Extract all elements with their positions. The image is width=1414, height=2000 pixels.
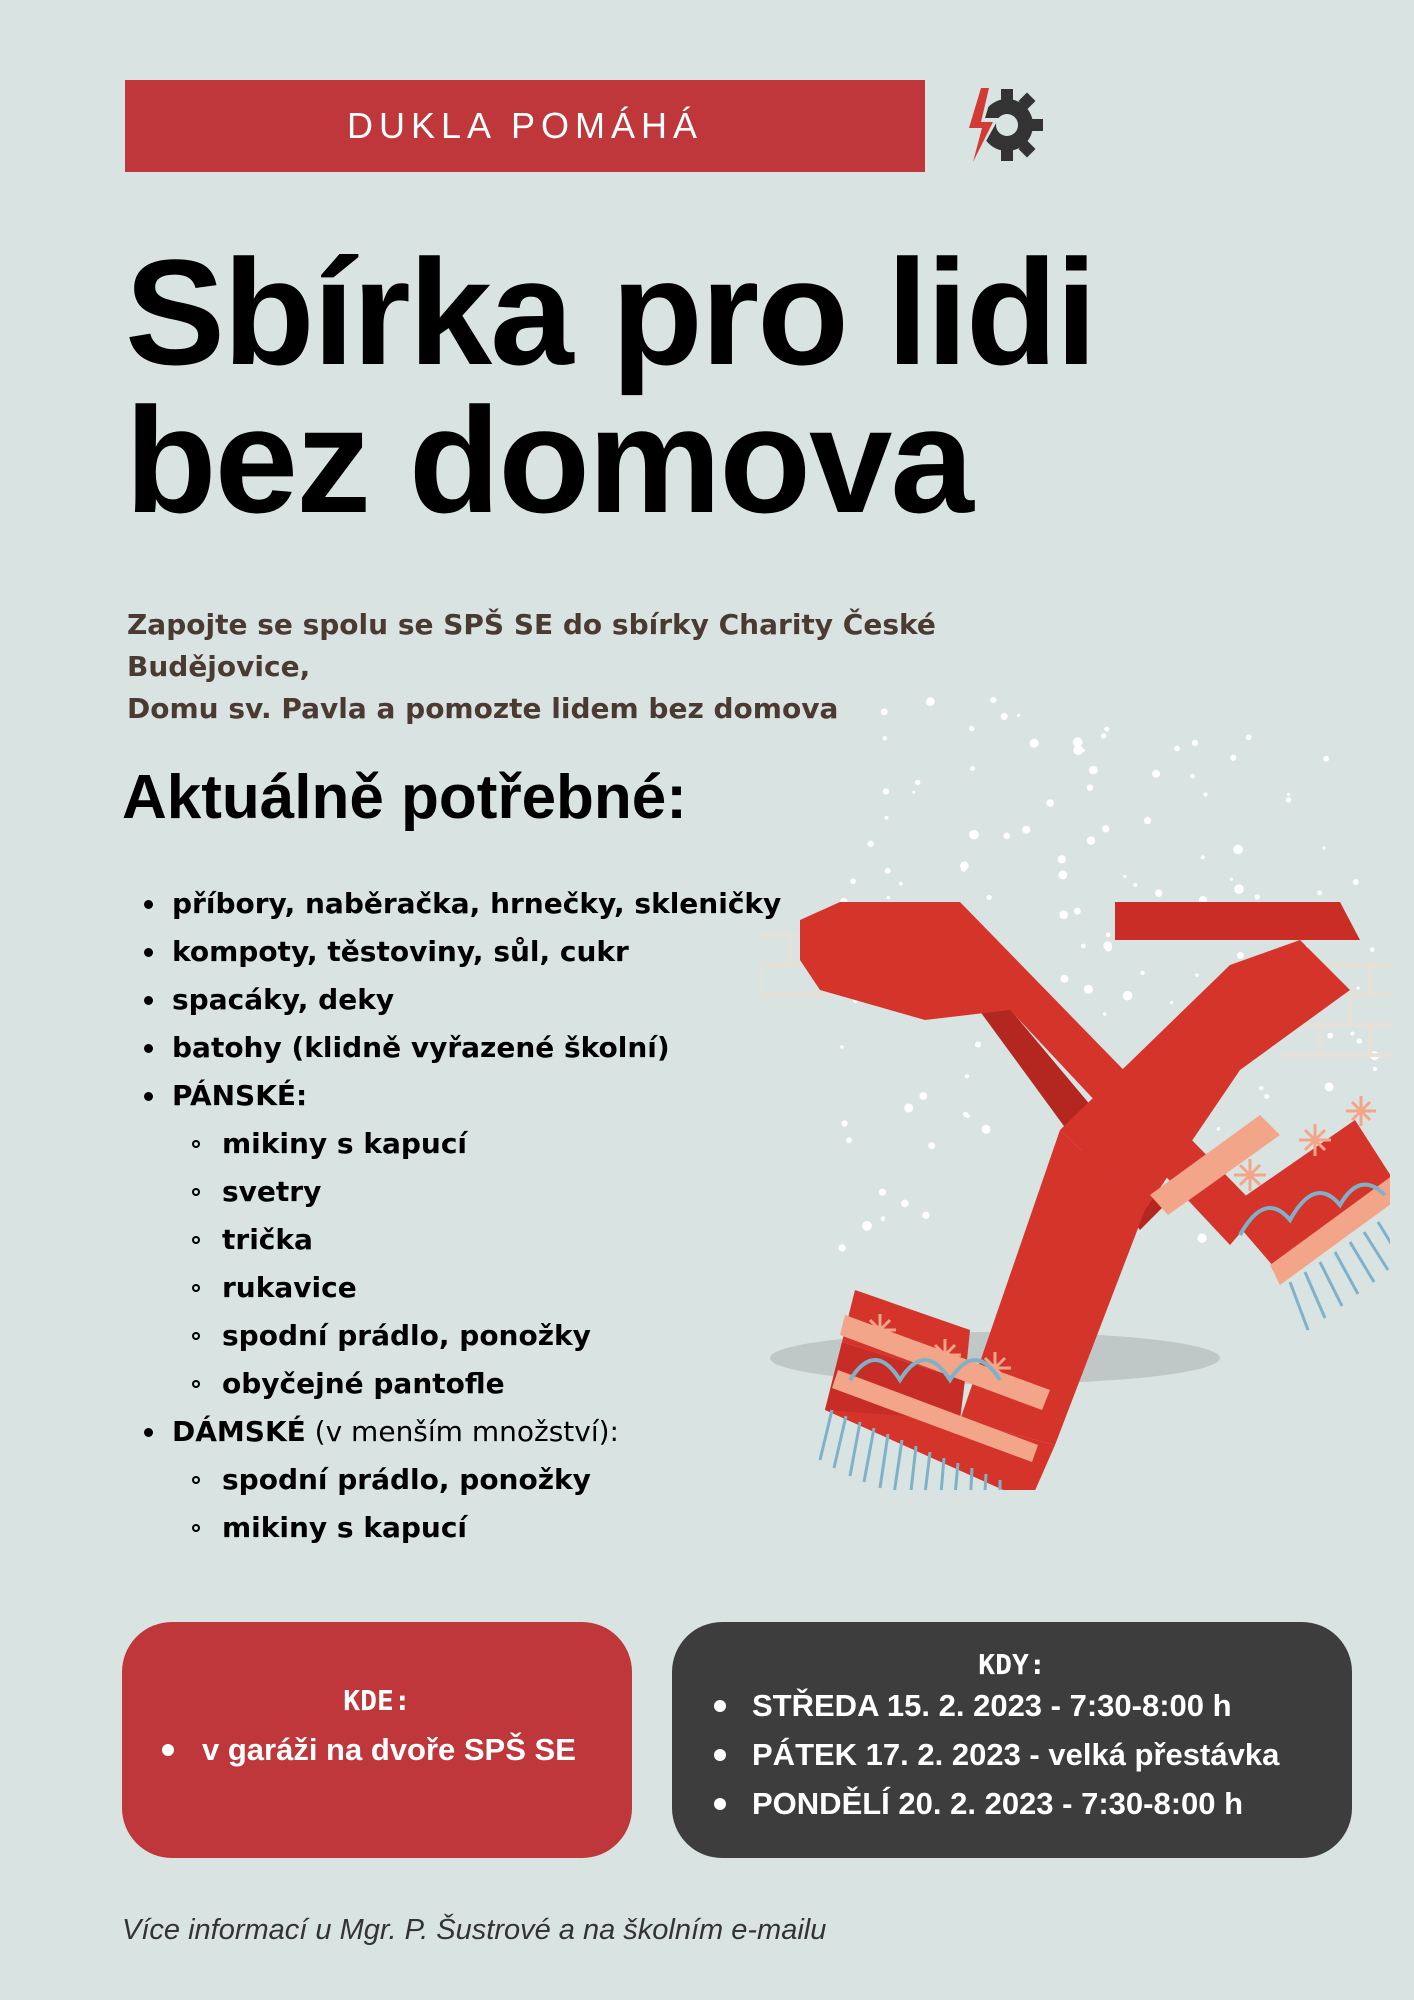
snowflake-dot — [987, 895, 992, 900]
snowflake-dot — [1323, 756, 1329, 762]
where-label: KDE: — [343, 1684, 411, 1717]
list-item: příbory, naběračka, hrnečky, skleničky — [140, 880, 820, 928]
snowflake-dot — [1087, 785, 1093, 791]
snowflake-dot — [961, 866, 967, 872]
list-item: batohy (klidně vyřazené školní) — [140, 1024, 820, 1072]
title-line-2: bez domova — [125, 376, 972, 544]
snowflake-dot — [1074, 908, 1081, 915]
snowflake-dot — [926, 697, 935, 706]
snowflake-dot — [899, 882, 903, 886]
snowflake-dot — [1286, 797, 1291, 802]
snowflake-dot — [1174, 746, 1180, 752]
snowflake-dot — [1103, 1012, 1107, 1016]
intro-line-2: Domu sv. Pavla a pomozte lidem bez domova — [127, 692, 839, 725]
intro-line-1: Zapojte se spolu se SPŠ SE do sbírky Charity České Budějovice, — [127, 608, 936, 683]
snowflake-dot — [1084, 985, 1093, 994]
snowflake-dot — [1203, 792, 1207, 796]
list-subitem: trička — [140, 1216, 820, 1264]
snowflake-dot — [1087, 837, 1095, 845]
snowflake-dot — [1152, 770, 1160, 778]
list-subitem: mikiny s kapucí — [140, 1120, 820, 1168]
title-line-1: Sbírka pro lidi — [125, 228, 1096, 396]
snowflake-dot — [1089, 766, 1098, 775]
page-title — [125, 228, 1096, 544]
snowflake-dot — [1198, 1234, 1207, 1243]
when-label: KDY: — [978, 1648, 1046, 1681]
snowflake-dot — [963, 1112, 968, 1117]
snowflake-dot — [883, 736, 887, 740]
needs-heading: Aktuálně potřebné: — [122, 763, 687, 832]
snowflake-dot — [868, 841, 874, 847]
snowflake-dot — [1322, 847, 1325, 850]
snowflake-dot — [1190, 774, 1195, 779]
snowflake-dot — [904, 1104, 913, 1113]
snowflake-dot — [901, 1200, 909, 1208]
snowflake-dot — [1217, 1127, 1221, 1131]
snowflake-dot — [885, 868, 891, 874]
red-scarf-illustration — [760, 690, 1390, 1490]
men-label: PÁNSKÉ: — [140, 1072, 820, 1120]
snowflake-dot — [1073, 737, 1083, 747]
snowflake-dot — [838, 1244, 845, 1251]
snowflake-dot — [842, 1120, 848, 1126]
when-item: STŘEDA 15. 2. 2023 - 7:30-8:00 h — [672, 1681, 1352, 1730]
snowflake-dot — [969, 830, 979, 840]
snowflake-dot — [928, 1142, 935, 1149]
snowflake-dot — [1357, 987, 1360, 990]
lightning-gear-icon — [955, 80, 1045, 170]
snowflake-dot — [1195, 973, 1199, 977]
snowflake-dot — [1246, 734, 1252, 740]
snowflake-dot — [1101, 733, 1106, 738]
snowflake-dot — [1357, 1038, 1362, 1043]
snowflake-dot — [1170, 1001, 1173, 1004]
banner-label: DUKLA POMÁHÁ — [346, 105, 704, 146]
snowflake-dot — [1327, 1033, 1333, 1039]
needs-list — [140, 880, 820, 1552]
snowflake-dot — [920, 1092, 928, 1100]
snowflake-dot — [885, 816, 889, 820]
snowflake-dot — [1001, 713, 1008, 720]
snowflake-dot — [975, 1042, 981, 1048]
snowflake-dot — [1123, 991, 1133, 1001]
list-subitem: rukavice — [140, 1264, 820, 1312]
snowflake-dot — [1123, 875, 1126, 878]
snowflake-dot — [1350, 1032, 1354, 1036]
snowflake-dot — [1004, 833, 1011, 840]
snowflake-dot — [840, 1045, 844, 1049]
snowflake-dot — [1058, 871, 1067, 880]
snowflake-dot — [1325, 1082, 1334, 1091]
snowflake-dot — [1046, 799, 1054, 807]
list-subitem: spodní prádlo, ponožky — [140, 1312, 820, 1360]
snowflake-dot — [922, 1212, 929, 1219]
snowflake-dot — [1233, 845, 1243, 855]
snowflake-dot — [1287, 793, 1290, 796]
when-item: PÁTEK 17. 2. 2023 - velká přestávka — [672, 1730, 1352, 1779]
snowflake-dot — [1230, 878, 1233, 881]
snowflake-dot — [1237, 952, 1244, 959]
snowflake-dot — [1144, 817, 1151, 824]
snowflake-dot — [1133, 883, 1137, 887]
snowflake-dot — [1370, 947, 1375, 952]
snowflake-dot — [887, 896, 891, 900]
snowflake-dot — [879, 1189, 886, 1196]
snowflake-dot — [982, 1125, 991, 1134]
list-item: spacáky, deky — [140, 976, 820, 1024]
snowflake-dot — [846, 1137, 852, 1143]
snowflake-dot — [1022, 826, 1030, 834]
where-box — [122, 1622, 632, 1858]
snowflake-dot — [862, 1221, 872, 1231]
when-item: PONDĚLÍ 20. 2. 2023 - 7:30-8:00 h — [672, 1779, 1352, 1828]
where-item: v garáži na dvoře SPŠ SE — [122, 1725, 632, 1774]
snowflake-dot — [1106, 933, 1111, 938]
snowflake-dot — [1104, 727, 1109, 732]
snowflake-dot — [881, 708, 888, 715]
snowflake-dot — [965, 1074, 969, 1078]
when-box — [672, 1622, 1352, 1858]
snowflake-dot — [883, 788, 889, 794]
list-subitem: mikiny s kapucí — [140, 1504, 820, 1552]
list-subitem: svetry — [140, 1168, 820, 1216]
snowflake-dot — [881, 1216, 886, 1221]
snowflake-dot — [1059, 910, 1068, 919]
snowflake-dot — [1234, 884, 1244, 894]
list-subitem: obyčejné pantofle — [140, 1360, 820, 1408]
snowflake-dot — [1155, 890, 1162, 897]
snowflake-dot — [1259, 1086, 1263, 1090]
women-label-item — [140, 1408, 820, 1456]
footer-note: Více informací u Mgr. P. Šustrové a na školním e-mailu — [122, 1914, 827, 1946]
snowflake-dot — [1373, 1067, 1377, 1071]
women-label: DÁMSKÉ — [172, 1415, 306, 1448]
snowflake-dot — [1061, 975, 1069, 983]
snowflake-dot — [1141, 971, 1145, 975]
snowflake-dot — [1264, 1094, 1269, 1099]
snowflake-dot — [1017, 714, 1020, 717]
snowflake-dot — [1230, 755, 1236, 761]
snowflake-dot — [1192, 740, 1198, 746]
snowflake-dot — [912, 791, 915, 794]
snowflake-dot — [1105, 945, 1112, 952]
snowflake-dot — [1058, 855, 1066, 863]
snowflake-dot — [1255, 894, 1260, 899]
snowflake-dot — [1081, 944, 1086, 949]
top-banner — [125, 80, 925, 172]
snowflake-dot — [1102, 825, 1109, 832]
snowflake-dot — [915, 780, 920, 785]
snowflake-dot — [1317, 891, 1322, 896]
snowflake-dot — [969, 726, 974, 731]
list-item: kompoty, těstoviny, sůl, cukr — [140, 928, 820, 976]
snowflake-dot — [1353, 879, 1359, 885]
snowflake-dot — [1201, 855, 1205, 859]
snowflake-dot — [990, 697, 996, 703]
list-subitem: spodní prádlo, ponožky — [140, 1456, 820, 1504]
snowflake-dot — [850, 878, 856, 884]
women-note: (v menším množství): — [305, 1415, 619, 1448]
snowflake-dot — [970, 766, 975, 771]
snowflake-dot — [1030, 739, 1039, 748]
